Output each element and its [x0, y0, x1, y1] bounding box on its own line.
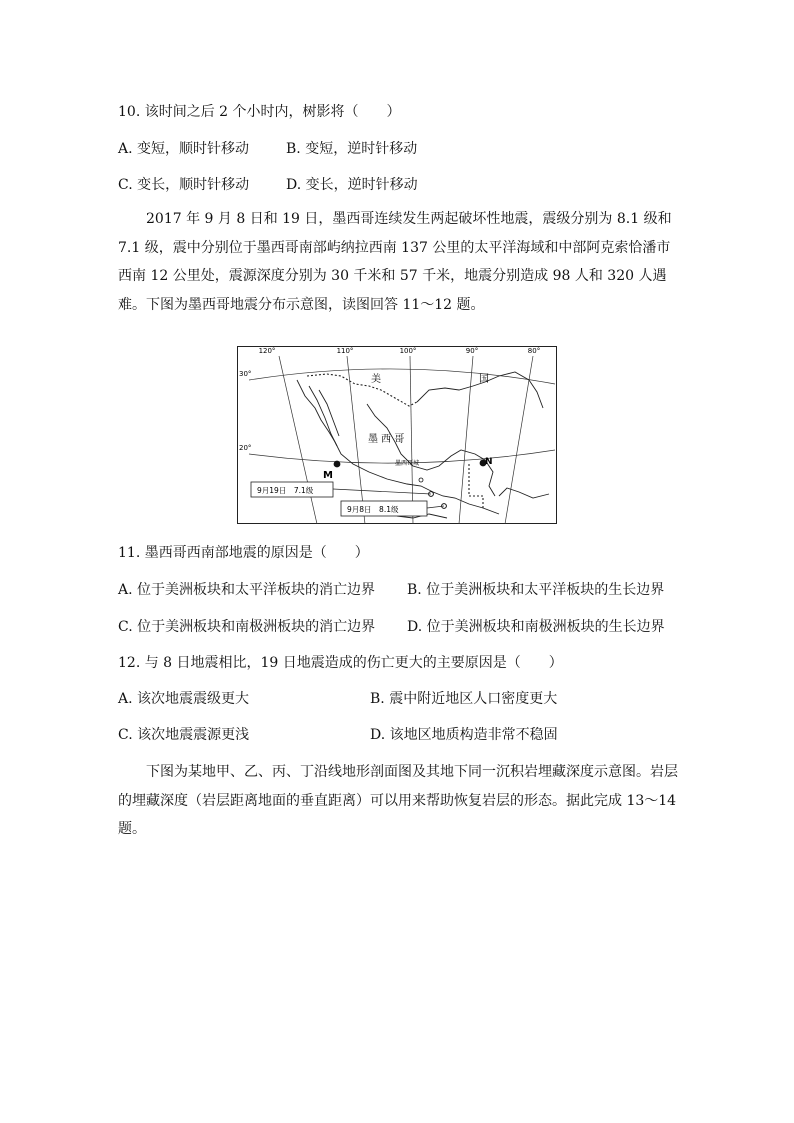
- passage-rock-layer: 下图为某地甲、乙、丙、丁沿线地形剖面图及其地下同一沉积岩埋藏深度示意图。岩层的埋藏深度（岩层距离地面的垂直距离）可以用来帮助恢复岩层的形态。据此完成 13～14 题。: [118, 764, 678, 837]
- q10-option-c: C. 变长，顺时针移动: [118, 177, 250, 193]
- q10-option-b: B. 变短，逆时针移动: [286, 141, 418, 157]
- q11-option-a: A. 位于美洲板块和太平洋板块的消亡边界: [118, 582, 376, 598]
- lat-label-20: 20°: [239, 444, 252, 452]
- point-m: [334, 461, 341, 468]
- point-m-label: M: [323, 470, 333, 481]
- passage-mexico-earthquake: 2017 年 9 月 8 日和 19 日，墨西哥连续发生两起破坏性地震，震级分别为 8.1 级和 7.1 级，震中分别位于墨西哥南部屿纳拉西南 137 公里的太平洋海域和中部阿克索恰潘市西南 12 公里处，震源深度分别为 30 千米和 57 千米，地震分别造成 98 人和 320 人遇难。下图为墨西哥地震分布示意图，读图回答 11～12 题。: [118, 211, 672, 313]
- label-sep8: 9月8日 8.1级: [347, 505, 399, 514]
- q12-option-a: A. 该次地震震级更大: [118, 691, 250, 707]
- point-n-label: N: [485, 457, 493, 467]
- mexico-earthquake-map: [237, 346, 557, 524]
- lon-label-90: 90°: [465, 347, 479, 355]
- lon-label-120: 120°: [258, 347, 276, 355]
- q10-option-d: D. 变长，逆时针移动: [286, 177, 418, 193]
- lon-label-110: 110°: [336, 347, 354, 355]
- q12-option-b: B. 震中附近地区人口密度更大: [370, 691, 558, 707]
- q10-stem: 10. 该时间之后 2 个小时内，树影将（ ）: [118, 104, 401, 120]
- lon-label-80: 80°: [527, 347, 541, 355]
- q12-option-c: C. 该次地震震源更浅: [118, 727, 250, 743]
- q10-option-a: A. 变短，顺时针移动: [118, 141, 250, 157]
- q12-option-d: D. 该地区地质构造非常不稳固: [370, 727, 558, 743]
- q11-option-b: B. 位于美洲板块和太平洋板块的生长边界: [407, 582, 665, 598]
- label-sep19: 9月19日 7.1级: [257, 486, 314, 495]
- country-label-usa-left: 美: [371, 374, 381, 385]
- mexico-city-label: 墨西哥城: [395, 460, 420, 467]
- country-label-mexico: 墨 西 哥: [368, 434, 405, 445]
- country-label-usa-right: 国: [479, 374, 489, 385]
- q11-stem: 11. 墨西哥西南部地震的原因是（ ）: [118, 545, 369, 561]
- lon-label-100: 100°: [399, 347, 417, 355]
- lat-label-30: 30°: [239, 370, 252, 378]
- q12-stem: 12. 与 8 日地震相比，19 日地震造成的伤亡更大的主要原因是（ ）: [118, 655, 563, 671]
- q11-option-c: C. 位于美洲板块和南极洲板块的消亡边界: [118, 619, 376, 635]
- q11-option-d: D. 位于美洲板块和南极洲板块的生长边界: [407, 619, 665, 635]
